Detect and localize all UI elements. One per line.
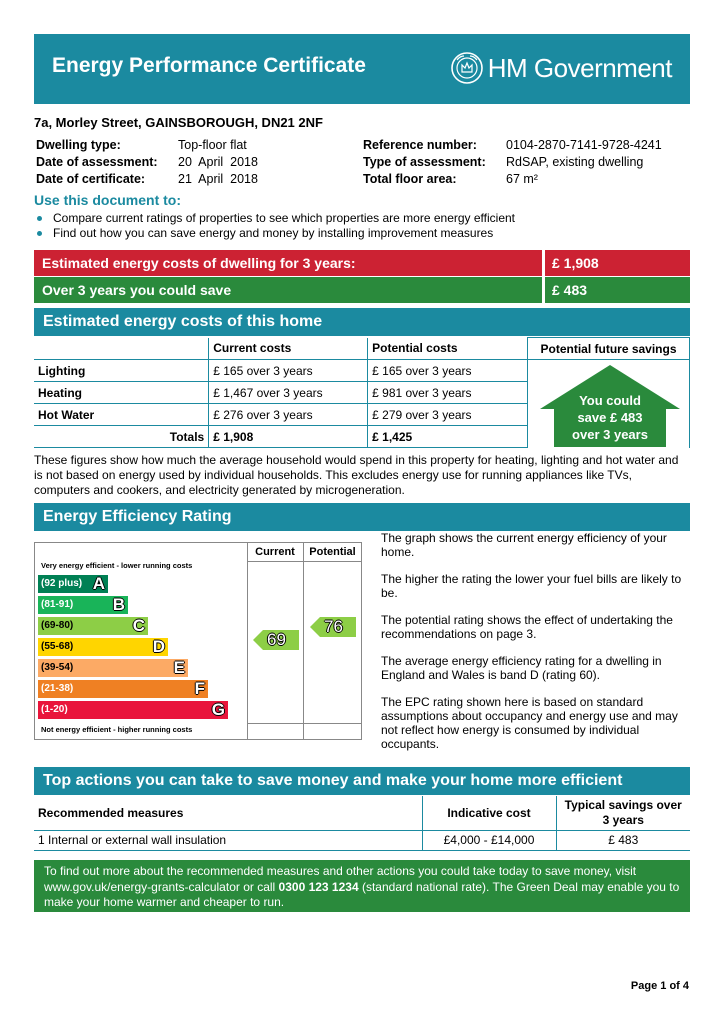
- band-range: (92 plus): [41, 578, 83, 589]
- table-header-row: [34, 338, 690, 360]
- date-certificate-label: Date of certificate:: [36, 172, 146, 186]
- efficiency-rating-chart: [34, 542, 362, 740]
- floor-area-label: Total floor area:: [363, 172, 457, 186]
- reference-label: Reference number:: [363, 138, 477, 152]
- rating-band-c: [38, 617, 148, 635]
- more-info-box: [34, 860, 690, 912]
- totals-label: Totals: [34, 426, 209, 448]
- explanation-paragraph: The graph shows the current energy efficiency of your home.: [381, 531, 667, 559]
- efficiency-explanation: [381, 531, 691, 764]
- very-efficient-label: Very energy efficient - lower running costs: [41, 561, 193, 570]
- more-info-text: To find out more about the recommended measures and other actions you could take today to save money, visit www.gov.uk/energy-grants-calculator or call: [44, 864, 637, 894]
- costs-section-title: Estimated energy costs of this home: [34, 308, 690, 336]
- use-document-bullets: [36, 211, 515, 241]
- dwelling-type-value: Top-floor flat: [178, 138, 247, 152]
- date-certificate-value: 21 April 2018: [178, 172, 258, 186]
- band-letter: C: [132, 616, 145, 635]
- band-letter: B: [112, 595, 125, 614]
- band-letter: F: [194, 679, 205, 698]
- potential-rating-marker: [310, 617, 356, 637]
- savings-arrow-line: save £ 483: [577, 410, 643, 425]
- header-banner: [34, 34, 690, 104]
- rating-band-d: [38, 638, 168, 656]
- efficiency-section-title: Energy Efficiency Rating: [34, 503, 690, 531]
- estimated-costs-label: Estimated energy costs of dwelling for 3 years:: [34, 250, 542, 276]
- row-label: Lighting: [34, 360, 209, 382]
- footer-divider: [247, 723, 361, 724]
- page-number: Page 1 of 4: [630, 980, 689, 992]
- table-header-cell: Potential costs: [368, 338, 528, 360]
- table-header-cell: Indicative cost: [422, 796, 556, 830]
- government-name: HM Government: [487, 52, 672, 83]
- rating-band-g: [38, 701, 228, 719]
- column-divider: [303, 543, 304, 739]
- page-title: Energy Performance Certificate: [52, 54, 366, 77]
- totals-current: £ 1,908: [209, 426, 368, 448]
- dwelling-type-label: Dwelling type:: [36, 138, 121, 152]
- explanation-paragraph: The average energy efficiency rating for a dwelling in England and Wales is band D (rating 60).: [381, 654, 662, 682]
- savings-arrow-line: over 3 years: [572, 427, 648, 442]
- measure-name: 1 Internal or external wall insulation: [34, 830, 422, 850]
- header-divider: [247, 561, 361, 562]
- rating-band-f: [38, 680, 208, 698]
- current-column-header: Current: [255, 546, 295, 558]
- table-header-cell: Current costs: [209, 338, 368, 360]
- row-label: Hot Water: [34, 404, 209, 426]
- band-range: (21-38): [41, 683, 74, 694]
- date-assessment-value: 20 April 2018: [178, 155, 258, 169]
- rating-band-b: [38, 596, 128, 614]
- savings-label: Over 3 years you could save: [34, 277, 542, 303]
- savings-arrow: [540, 365, 680, 447]
- current-cost: £ 165 over 3 years: [209, 360, 368, 382]
- totals-potential: £ 1,425: [368, 426, 528, 448]
- band-range: (69-80): [41, 620, 74, 631]
- table-header-row: [34, 796, 690, 830]
- more-info-text-end: (standard national rate). The Green Deal may enable you to make your home warmer and cheaper to run.: [44, 879, 680, 909]
- measure-cost: £4,000 - £14,000: [422, 830, 556, 850]
- rating-band-a: [38, 575, 108, 593]
- band-letter: A: [92, 574, 105, 593]
- current-rating-value: 69: [267, 630, 286, 649]
- savings-arrow-text: [540, 392, 680, 443]
- savings-value: £ 483: [545, 277, 690, 303]
- column-divider: [247, 543, 248, 739]
- band-range: (39-54): [41, 662, 74, 673]
- savings-arrow-line: You could: [579, 393, 641, 408]
- phone-number: 0300 123 1234: [278, 879, 359, 894]
- not-efficient-label: Not energy efficient - higher running costs: [41, 725, 193, 734]
- band-range: (81-91): [41, 599, 74, 610]
- table-header-cell: Potential future savings: [528, 338, 690, 360]
- potential-cost: £ 279 over 3 years: [368, 404, 528, 426]
- reference-value: 0104-2870-7141-9728-4241: [506, 138, 662, 152]
- bullet-item: Compare current ratings of properties to see which properties are more energy efficient: [36, 211, 515, 226]
- current-cost: £ 276 over 3 years: [209, 404, 368, 426]
- assessment-type-label: Type of assessment:: [363, 155, 486, 169]
- current-rating-marker: [253, 630, 299, 650]
- table-header-cell: Typical savings over 3 years: [556, 796, 690, 830]
- floor-area-value: 67 m²: [506, 172, 538, 186]
- table-row: [34, 830, 690, 850]
- band-range: (1-20): [41, 704, 68, 715]
- use-document-title: Use this document to:: [34, 192, 182, 208]
- table-header-cell: Recommended measures: [34, 796, 422, 830]
- explanation-paragraph: The potential rating shows the effect of undertaking the recommendations on page 3.: [381, 613, 673, 641]
- royal-crest-icon: [450, 51, 484, 85]
- table-header-cell: [34, 338, 209, 360]
- current-cost: £ 1,467 over 3 years: [209, 382, 368, 404]
- band-letter: D: [152, 637, 165, 656]
- explanation-paragraph: The higher the rating the lower your fuel bills are likely to be.: [381, 572, 682, 600]
- date-assessment-label: Date of assessment:: [36, 155, 158, 169]
- potential-column-header: Potential: [309, 546, 356, 558]
- explanation-paragraph: The EPC rating shown here is based on standard assumptions about occupancy and energy use and may not reflect how energy is consumed by individual occupants.: [381, 695, 678, 751]
- measures-table: [34, 796, 690, 851]
- potential-cost: £ 981 over 3 years: [368, 382, 528, 404]
- row-label: Heating: [34, 382, 209, 404]
- estimated-costs-value: £ 1,908: [545, 250, 690, 276]
- measure-saving: £ 483: [556, 830, 690, 850]
- bullet-item: Find out how you can save energy and money by installing improvement measures: [36, 226, 515, 241]
- band-letter: G: [211, 700, 225, 719]
- band-letter: E: [173, 658, 185, 677]
- property-address: 7a, Morley Street, GAINSBOROUGH, DN21 2NF: [34, 115, 323, 130]
- actions-section-title: Top actions you can take to save money and make your home more efficient: [34, 767, 690, 795]
- potential-cost: £ 165 over 3 years: [368, 360, 528, 382]
- costs-explanation: These figures show how much the average household would spend in this property for heating, lighting and hot water and is not based on energy used by individual households. This excludes energy use for running appliances like TVs, computers and cookers, and electricity generated by microgeneration.: [34, 453, 679, 497]
- assessment-type-value: RdSAP, existing dwelling: [506, 155, 644, 169]
- hm-government-logo: [450, 51, 672, 85]
- potential-rating-value: 76: [324, 616, 343, 636]
- band-range: (55-68): [41, 641, 74, 652]
- rating-band-e: [38, 659, 188, 677]
